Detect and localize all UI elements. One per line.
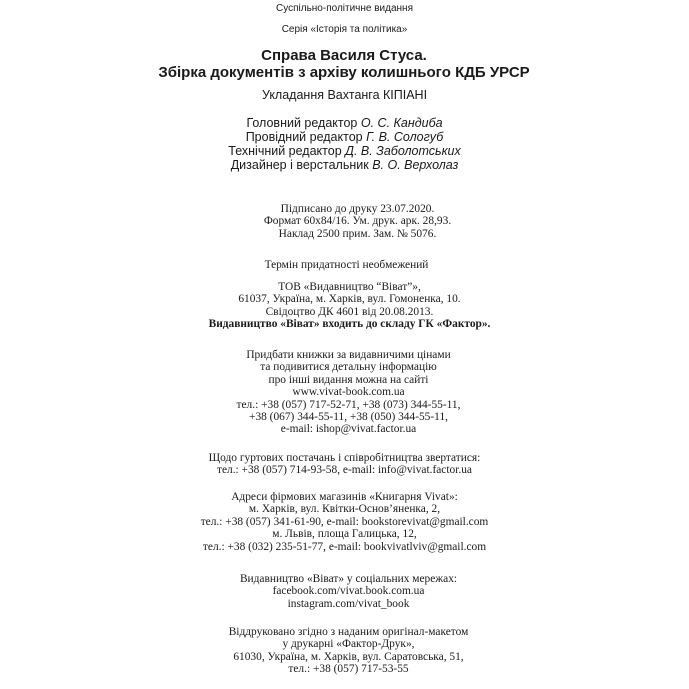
purchase-line: тел.: +38 (057) 717-52-71, +38 (073) 344-55-11, <box>236 398 461 411</box>
book-title-line-2: Збірка документів з архіву колишнього КДБ УРСР <box>158 64 530 81</box>
shop-email[interactable]: e-mail: ishop@vivat.factor.ua <box>280 423 417 436</box>
book-title-line-1: Справа Василя Стуса. <box>261 47 427 64</box>
purchase-line: про інші видання можна на сайті <box>268 373 429 386</box>
credit-name: О. С. Кандиба <box>360 116 443 130</box>
print-info <box>0 203 689 240</box>
printer-info <box>0 626 689 676</box>
book-title <box>0 47 689 81</box>
stores-line: м. Харків, вул. Квітки-Основ’яненка, 2, <box>248 503 441 516</box>
printer-line: у друкарні «Фактор-Друк», <box>282 638 415 651</box>
wholesale-line: тел.: +38 (057) 714-93-58, e-mail: info@vivat.factor.ua <box>216 464 472 477</box>
facebook-link[interactable]: facebook.com/vivat.book.com.ua <box>272 585 425 598</box>
publisher-line: ТОВ «Видавництво “Віват”», <box>278 281 421 293</box>
purchase-info <box>0 349 689 436</box>
editorial-credits <box>0 116 689 172</box>
credit-name: Г. В. Сологуб <box>366 130 444 144</box>
purchase-line: та подивитися детальну інформацію <box>260 361 437 374</box>
credit-line <box>0 130 689 144</box>
stores-line: м. Львів, площа Галицька, 12, <box>272 528 417 541</box>
social-heading: Видавництво «Віват» у соціальних мережах: <box>239 573 458 585</box>
credit-role: Технічний редактор <box>228 144 342 158</box>
credit-name: В. О. Верхолаз <box>372 158 459 172</box>
print-info-line: Наклад 2500 прим. Зам. № 5076. <box>278 227 437 240</box>
printer-line: 61030, Україна, м. Харків, вул. Саратовська, 51, <box>233 650 464 663</box>
print-info-line: Підписано до друку 23.07.2020. <box>280 203 435 215</box>
wholesale-line: Щодо гуртових постачань і співробітництва звертатися: <box>208 452 481 464</box>
stores-info <box>0 491 689 553</box>
credit-name: Д. В. Заболотських <box>345 144 461 158</box>
purchase-line: +38 (067) 344-55-11, +38 (050) 344-55-11, <box>249 411 448 424</box>
publication-type: Суспільно-політичне видання <box>275 3 413 14</box>
publisher-line: Свідоцтво ДК 4601 від 20.08.2013. <box>265 305 434 318</box>
print-info-line: Формат 60х84/16. Ум. друк. арк. 28,93. <box>263 215 452 228</box>
shelf-life: Термін придатності необмежений <box>264 259 429 271</box>
wholesale-info <box>0 452 689 477</box>
stores-line: тел.: +38 (032) 235-51-77, e-mail: bookvivatlviv@gmail.com <box>202 540 487 553</box>
instagram-link[interactable]: instagram.com/vivat_book <box>287 597 410 610</box>
publisher-line: 61037, Україна, м. Харків, вул. Гомоненка, 10. <box>238 293 461 306</box>
printer-line: Віддруковано згідно з наданим оригінал-макетом <box>228 626 469 638</box>
printer-line: тел.: +38 (057) 717-53-55 <box>288 663 409 676</box>
credit-line <box>0 144 689 158</box>
publisher-info <box>0 281 689 331</box>
series-label: Серія «Історія та політика» <box>281 24 408 35</box>
purchase-line: Придбати книжки за видавничими цінами <box>246 349 451 361</box>
credit-role: Дизайнер і верстальник <box>230 158 369 172</box>
website-link[interactable]: www.vivat-book.com.ua <box>292 386 405 399</box>
compiler-credit: Укладання Вахтанга КІПІАНІ <box>261 88 428 102</box>
social-info <box>0 573 689 610</box>
credit-role: Провідний редактор <box>245 130 363 144</box>
credit-role: Головний редактор <box>246 116 358 130</box>
credit-line <box>0 116 689 130</box>
stores-line: Адреси фірмових магазинів «Книгарня Vivat»: <box>231 491 458 503</box>
publisher-group-line: Видавництво «Віват» входить до складу ГК «Фактор». <box>208 318 491 331</box>
credit-line <box>0 158 689 172</box>
stores-line: тел.: +38 (057) 341-61-90, e-mail: bookstorevivat@gmail.com <box>200 515 489 528</box>
